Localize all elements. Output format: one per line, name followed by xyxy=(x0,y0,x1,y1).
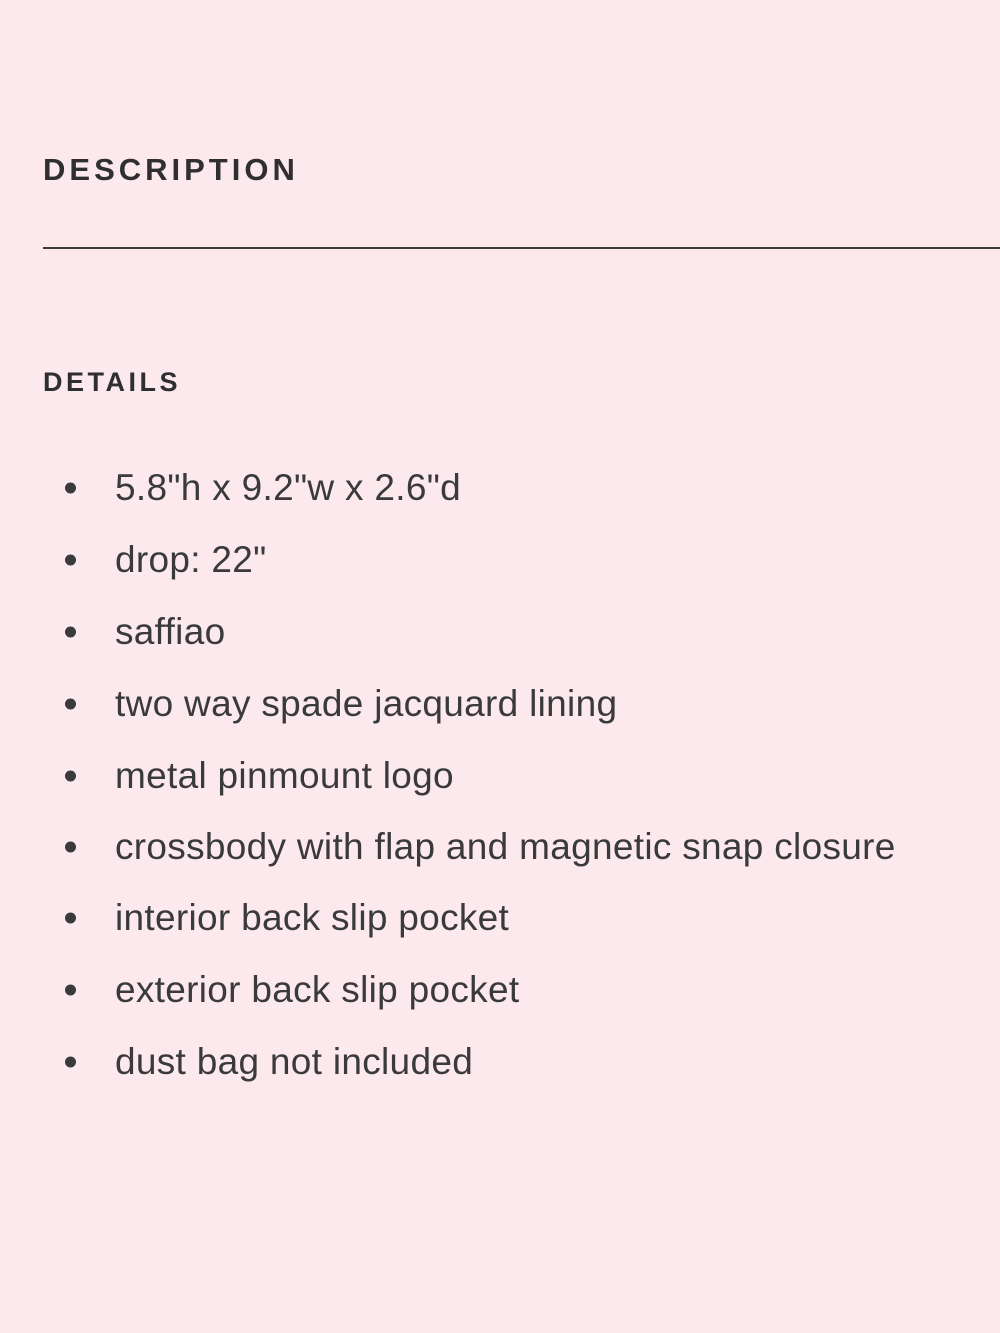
bullet-icon xyxy=(65,555,76,566)
list-item-label: two way spade jacquard lining xyxy=(115,683,618,724)
bullet-icon xyxy=(65,842,76,853)
list-item-label: crossbody with flap and magnetic snap closure xyxy=(115,826,896,867)
list-item-label: drop: 22" xyxy=(115,539,267,580)
list-item xyxy=(43,668,1000,740)
bullet-icon xyxy=(65,627,76,638)
bullet-icon xyxy=(65,985,76,996)
list-item-label: saffiao xyxy=(115,611,226,652)
bullet-icon xyxy=(65,699,76,710)
list-item xyxy=(43,954,1000,1026)
list-item xyxy=(43,524,1000,596)
list-item-label: metal pinmount logo xyxy=(115,755,454,796)
bullet-icon xyxy=(65,771,76,782)
list-item xyxy=(43,740,1000,812)
list-item xyxy=(43,452,1000,524)
list-item xyxy=(43,812,1000,882)
section-divider xyxy=(43,247,1000,249)
bullet-icon xyxy=(65,483,76,494)
list-item xyxy=(43,882,1000,954)
bullet-icon xyxy=(65,1057,76,1068)
list-item-label: interior back slip pocket xyxy=(115,897,510,938)
details-section-heading: DETAILS xyxy=(43,367,181,397)
list-item-label: dust bag not included xyxy=(115,1041,474,1082)
list-item xyxy=(43,596,1000,668)
details-list xyxy=(43,452,1000,1098)
list-item-label: exterior back slip pocket xyxy=(115,969,520,1010)
description-section-heading: DESCRIPTION xyxy=(43,152,299,187)
list-item xyxy=(43,1026,1000,1098)
bullet-icon xyxy=(65,913,76,924)
list-item-label: 5.8"h x 9.2"w x 2.6"d xyxy=(115,467,462,508)
